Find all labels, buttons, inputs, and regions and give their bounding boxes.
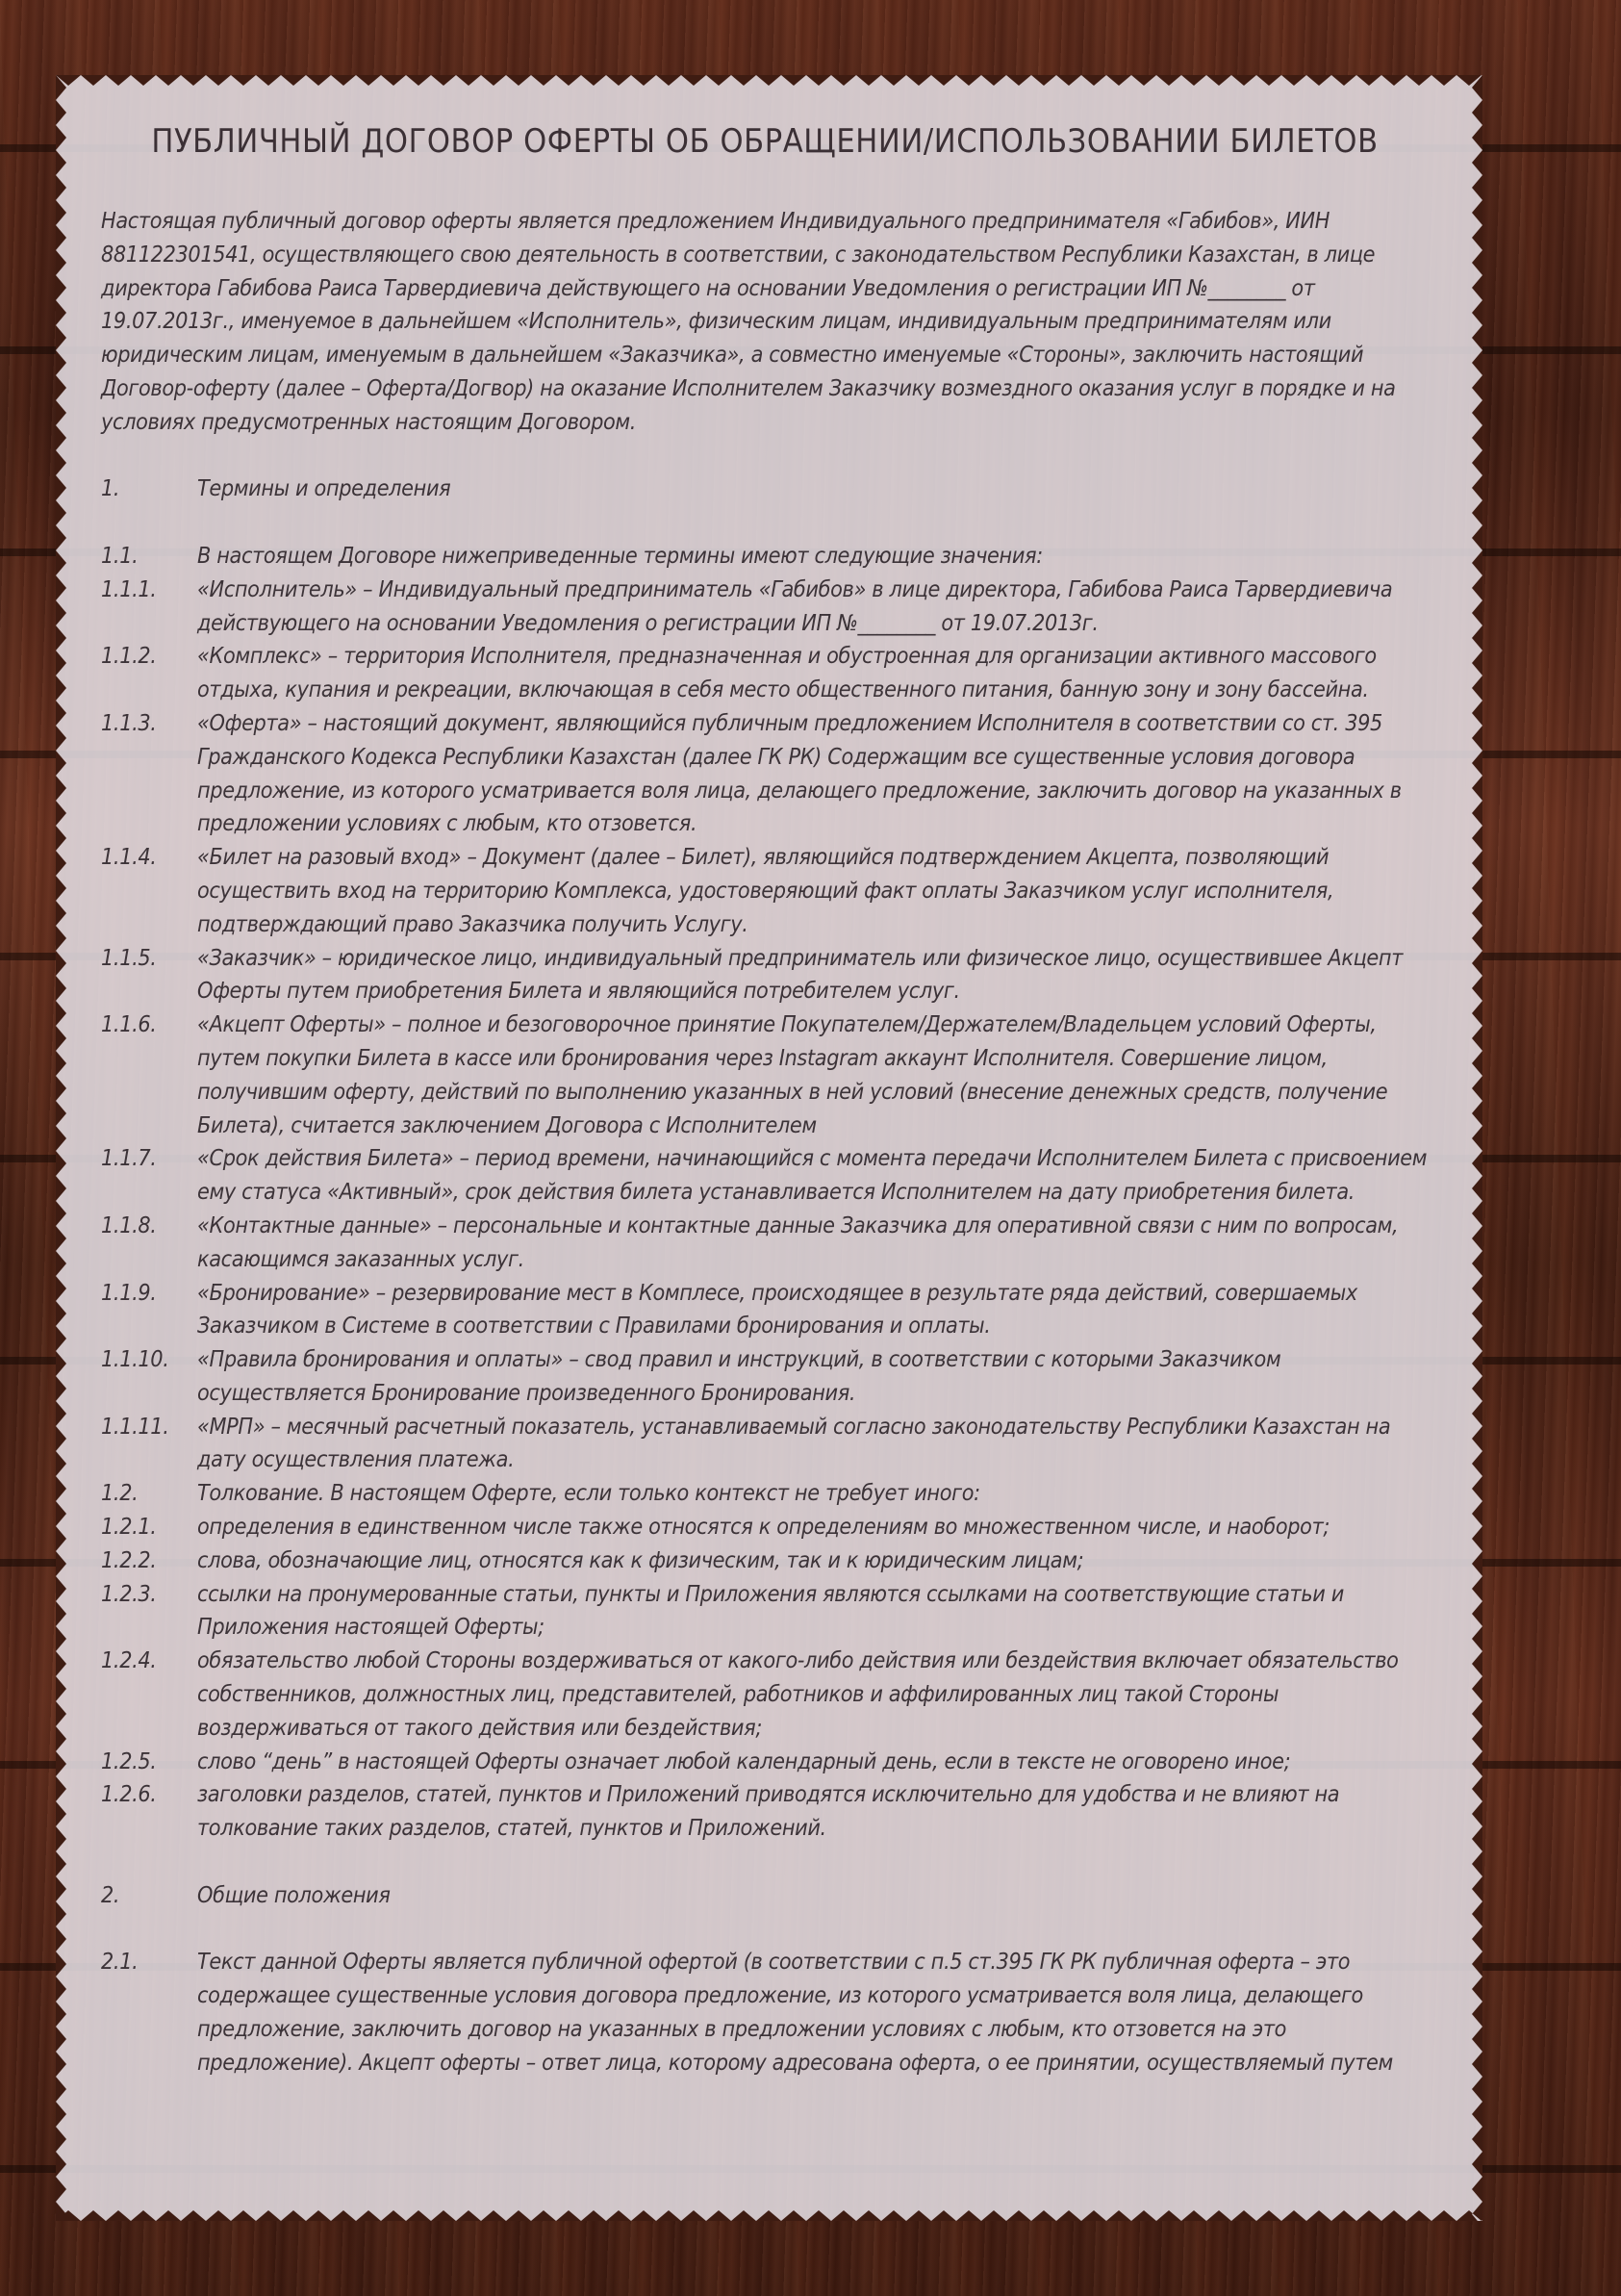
clause-number: 1.1.5. (101, 944, 157, 971)
clause-number: 1.1. (101, 542, 139, 569)
clause (101, 1946, 1429, 2079)
clause-number: 1.2.4. (101, 1647, 157, 1674)
clause-number: 2.1. (101, 1949, 139, 1976)
clause-number: 1.1.1. (101, 575, 157, 602)
clause-text: Текст данной Оферты является публичной офертой (в соответствии с п.5 ст.395 ГК РК публичная оферта – это содержащее существенные условия договора предложение, из которого усматривается воля лица, делающего предложение, заключить договор на указанных в предложении условиях с любым, кто отзовется на это предложение). Акцепт оферты – ответ лица, которому адресована оферта, о ее принятии, осуществляемый путем (197, 1949, 1393, 2076)
clause-number: 1.2.5. (101, 1748, 157, 1774)
document-title: ПУБЛИЧНЫЙ ДОГОВОР ОФЕРТЫ ОБ ОБРАЩЕНИИ/ИСПОЛЬЗОВАНИИ БИЛЕТОВ (151, 122, 1379, 161)
clause (101, 574, 1429, 641)
clause (101, 1277, 1429, 1344)
clause-text: «Комплекс» – территория Исполнителя, предназначенная и обустроенная для организации активного массового отдыха, купания и рекреации, включающая в себя место общественного питания, банную зону и зону бассейна. (197, 643, 1377, 703)
clause (101, 841, 1429, 941)
section-number: 1. (101, 475, 120, 502)
clause (101, 1511, 1429, 1544)
intro-paragraph: Настоящая публичный договор оферты является предложением Индивидуального предпринимателя «Габибов», ИИН 881122301541, осуществляющего свою деятельность в соответствии, с законодательством Республики Казахстан, в лице директора Габибова Раиса Тарвердиевича действующего на основании Уведомления о регистрации ИП №________ от 19.07.2013г., именуемое в дальнейшем «Исполнитель», физическим лицам, индивидуальным предпринимателям или юридическим лицам, именуемым в дальнейшем «Заказчика», а совместно именуемые «Стороны», заключить настоящий Договор-оферту (далее – Оферта/Догвор) на оказание Исполнителем Заказчику возмездного оказания услуг в порядке и на условиях предусмотренных настоящим Договором. (101, 208, 1396, 435)
clause-number: 1.1.7. (101, 1145, 157, 1172)
clause-text: заголовки разделов, статей, пунктов и Приложений приводятся исключительно для удобства и не влияют на толкование таких разделов, статей, пунктов и Приложений. (197, 1781, 1340, 1842)
clause-text: «Правила бронирования и оплаты» – свод правил и инструкций, в соответствии с которыми Заказчиком осуществляется Бронирование произведенного Бронирования. (197, 1346, 1281, 1406)
section-heading (101, 1879, 1429, 1913)
clause (101, 1477, 1429, 1511)
clause-number: 1.2.6. (101, 1781, 157, 1808)
clause (101, 1343, 1429, 1411)
document-body (101, 120, 1429, 2080)
clause (101, 1746, 1429, 1779)
clause-text: В настоящем Договоре нижеприведенные термины имеют следующие значения: (197, 542, 1043, 569)
section-title: Общие положения (197, 1881, 391, 1908)
clause-number: 1.2. (101, 1480, 139, 1507)
clause-number: 1.1.6. (101, 1011, 157, 1038)
clause-number: 1.2.2. (101, 1546, 157, 1573)
clause-number: 1.1.8. (101, 1212, 157, 1238)
clause-text: «Заказчик» – юридическое лицо, индивидуальный предприниматель или физическое лицо, осуществившее Акцепт Оферты путем приобретения Билета и являющийся потребителем услуг. (197, 944, 1403, 1005)
clause (101, 1578, 1429, 1645)
clause (101, 942, 1429, 1009)
clause-text: «МРП» – месячный расчетный показатель, устанавливаемый согласно законодательству Республики Казахстан на дату осуществления платежа. (197, 1413, 1391, 1473)
clause-number: 1.1.10. (101, 1346, 169, 1373)
clause-text: «Акцепт Оферты» – полное и безоговорочное принятие Покупателем/Держателем/Владельцем условий Оферты, путем покупки Билета в кассе или бронирования через Instagram аккаунт Исполнителя. Совершение лицом, получившим оферту, действий по выполнению указанных в ней условий (внесение денежных средств, получение Билета), считается заключением Договора с Исполнителем (197, 1011, 1388, 1138)
clause (101, 540, 1429, 574)
clause (101, 1411, 1429, 1478)
clause-text: определения в единственном числе также относятся к определениям во множественном числе, и наоборот; (197, 1514, 1330, 1541)
clause (101, 707, 1429, 841)
clause-text: «Бронирование» – резервирование мест в Комплесе, происходящее в результате ряда действий, совершаемых Заказчиком в Системе в соответствии с Правилами бронирования и оплаты. (197, 1279, 1357, 1339)
clause (101, 1645, 1429, 1745)
clause-number: 1.2.1. (101, 1514, 157, 1541)
clause (101, 1142, 1429, 1210)
clause-list (101, 540, 1429, 1846)
clause-number: 1.1.2. (101, 643, 157, 670)
section-number: 2. (101, 1881, 120, 1908)
section-heading (101, 472, 1429, 506)
clause-number: 1.1.11. (101, 1413, 169, 1440)
clause-number: 1.1.4. (101, 844, 157, 871)
clause-text: ссылки на пронумерованные статьи, пункты и Приложения являются ссылками на соответствующие статьи и Приложения настоящей Оферты; (197, 1580, 1344, 1641)
clause-text: «Оферта» – настоящий документ, являющийся публичным предложением Исполнителя в соответствии со ст. 395 Гражданского Кодекса Республики Казахстан (далее ГК РК) Содержащим все существенные условия договора предложение, из которого усматривается воля лица, делающего предложение, заключить договор на указанных в предложении условиях с любым, кто отзовется. (197, 709, 1402, 837)
clause-text: обязательство любой Стороны воздерживаться от какого-либо действия или бездействия включает обязательство собственников, должностных лиц, представителей, работников и аффилированных лиц такой Стороны воздерживаться от такого действия или бездействия; (197, 1647, 1399, 1741)
clause-text: «Билет на разовый вход» – Документ (далее – Билет), являющийся подтверждением Акцепта, позволяющий осуществить вход на территорию Комплекса, удостоверяющий факт оплаты Заказчиком услуг исполнителя, подтверждающий право Заказчика получить Услугу. (197, 844, 1334, 937)
clause-number: 1.1.3. (101, 709, 157, 736)
clause (101, 1008, 1429, 1142)
clause-text: «Исполнитель» – Индивидуальный предприниматель «Габибов» в лице директора, Габибова Раиса Тарвердиевича действующего на основании Уведомления о регистрации ИП №________ от 19.07.2013г. (197, 575, 1393, 636)
clause-text: «Контактные данные» – персональные и контактные данные Заказчика для оперативной связи с ним по вопросам, касающимся заказанных услуг. (197, 1212, 1399, 1272)
clause (101, 640, 1429, 707)
clause (101, 1544, 1429, 1578)
clause (101, 1210, 1429, 1277)
clause-text: слово “день” в настоящей Оферты означает любой календарный день, если в тексте не оговорено иное; (197, 1748, 1291, 1774)
clause-number: 1.1.9. (101, 1279, 157, 1306)
clause-number: 1.2.3. (101, 1580, 157, 1607)
section-title: Термины и определения (197, 475, 451, 502)
clause-text: слова, обозначающие лиц, относятся как к физическим, так и к юридическим лицам; (197, 1546, 1084, 1573)
clause-text: Толкование. В настоящем Оферте, если только контекст не требует иного: (197, 1480, 980, 1507)
clause (101, 1778, 1429, 1846)
clause-text: «Срок действия Билета» – период времени, начинающийся с момента передачи Исполнителем Билета с присвоением ему статуса «Активный», срок действия билета устанавливается Исполнителем на дату приобретения билета. (197, 1145, 1428, 1206)
